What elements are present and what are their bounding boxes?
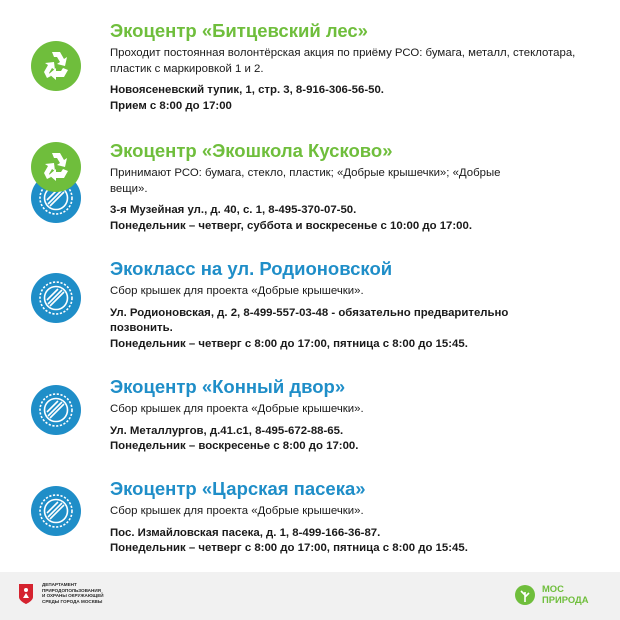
entry-hours: Понедельник – четверг с 8:00 до 17:00, пятница с 8:00 до 15:45. <box>110 542 468 554</box>
bottle-cap-icon <box>30 485 82 537</box>
entry-address: 3-я Музейная ул., д. 40, с. 1, 8-495-370-07-50. <box>110 204 357 216</box>
entry-title: Экоцентр «Царская пасека» <box>110 478 366 499</box>
footer <box>0 572 620 620</box>
entry-title: Экоцентр «Экошкола Кусково» <box>110 140 393 161</box>
ecocenter-entry <box>110 258 610 352</box>
recycle-icon <box>30 141 82 193</box>
ecocenter-entry <box>110 20 610 114</box>
bottle-cap-icon <box>30 272 82 324</box>
entry-description: Сбор крышек для проекта «Добрые крышечки». <box>110 403 364 415</box>
bottle-cap-icon <box>30 384 82 436</box>
entry-title: Экокласс на ул. Родионовской <box>110 258 393 279</box>
entry-address: Пос. Измайловская пасека, д. 1, 8-499-166-36-87. <box>110 526 381 539</box>
department-name: ДЕПАРТАМЕНТ ПРИРОДОПОЛЬЗОВАНИЯ И ОХРАНЫ ОКРУЖАЮЩЕЙ СРЕДЫ ГОРОДА МОСКВЫ <box>42 582 104 604</box>
ecocenter-entry <box>110 478 610 557</box>
entry-description: Сбор крышек для проекта «Добрые крышечки». <box>110 505 364 517</box>
recycle-icon <box>30 40 82 92</box>
entry-hours: Понедельник – четверг, суббота и воскресенье с 10:00 до 17:00. <box>110 219 473 232</box>
ecocenter-entry <box>110 140 610 234</box>
entry-description: Сбор крышек для проекта «Добрые крышечки». <box>110 285 364 297</box>
ecocenter-entry <box>110 376 610 455</box>
moscow-coat-of-arms-icon <box>18 583 34 605</box>
mos-priroda-logo-text: МОС ПРИРОДА <box>542 583 589 605</box>
entry-hours: Понедельник – воскресенье с 8:00 до 17:00. <box>110 440 359 452</box>
entry-hours: Понедельник – четверг с 8:00 до 17:00, пятница с 8:00 до 15:45. <box>110 337 468 350</box>
entry-address: Ул. Металлургов, д.41.с1, 8-495-672-88-65. <box>110 424 344 437</box>
entry-description: Принимают РСО: бумага, стекло, пластик; «Добрые крышечки»; «Добрые вещи». <box>110 167 501 195</box>
entry-address: Новоясеневский тупик, 1, стр. 3, 8-916-306-56-50. <box>110 84 384 96</box>
entry-title: Экоцентр «Битцевский лес» <box>110 20 368 41</box>
entry-title: Экоцентр «Конный двор» <box>110 376 346 397</box>
entry-description: Проходит постоянная волонтёрская акция по приёму РСО: бумага, металл, стеклотара, пластик с маркировкой 1 и 2. <box>110 47 576 75</box>
entry-address: Ул. Родионовская, д. 2, 8-499-557-03-48 - обязательно предварительно позвонить. <box>110 306 509 334</box>
tree-icon <box>514 584 536 606</box>
entry-hours: Прием с 8:00 до 17:00 <box>110 99 232 112</box>
